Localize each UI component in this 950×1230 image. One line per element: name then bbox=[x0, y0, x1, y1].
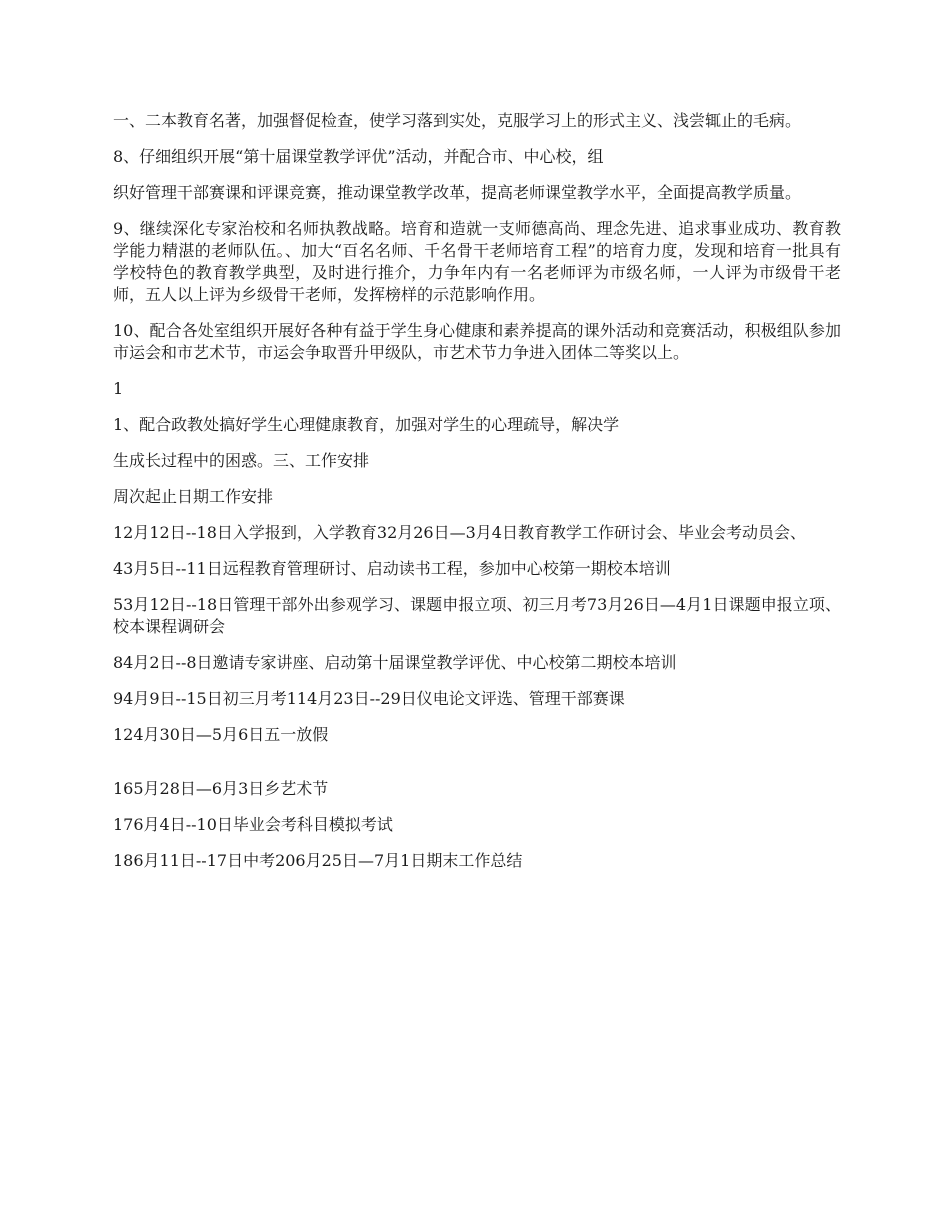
schedule-row: 124月30日—5月6日五一放假 bbox=[113, 725, 329, 744]
paragraph-reading: 一、二本教育名著，加强督促检查，使学习落到实处，克服学习上的形式主义、浅尝辄止的毛病。 bbox=[113, 111, 802, 130]
paragraph-item-8-continued: 织好管理干部赛课和评课竞赛，推动课堂教学改革，提高老师课堂教学水平，全面提高教学质量。 bbox=[113, 183, 802, 202]
schedule-row: 12月12日--18日入学报到，入学教育32月26日—3月4日教育教学工作研讨会、毕业会考动员会、 bbox=[113, 523, 806, 542]
schedule-row: 94月9日--15日初三月考114月23日--29日仪电论文评选、管理干部赛课 bbox=[113, 689, 625, 708]
schedule-row: 53月12日--18日管理干部外出参观学习、课题申报立项、初三月考73月26日—4月1日课题申报立项、校本课程调研会 bbox=[113, 595, 841, 636]
paragraph-item-1-continued: 生成长过程中的困惑。三、工作安排 bbox=[113, 451, 370, 470]
schedule-row: 186月11日--17日中考206月25日—7月1日期末工作总结 bbox=[113, 851, 523, 870]
schedule-row: 84月2日--8日邀请专家讲座、启动第十届课堂教学评优、中心校第二期校本培训 bbox=[113, 653, 677, 672]
schedule-row: 176月4日--10日毕业会考科目模拟考试 bbox=[113, 815, 393, 834]
document-body bbox=[113, 110, 841, 886]
schedule-header: 周次起止日期工作安排 bbox=[113, 487, 274, 506]
paragraph-item-9: 9、继续深化专家治校和名师执教战略。培育和造就一支师德高尚、理念先进、追求事业成功、教育教学能力精湛的老师队伍。、加大“百名名师、千名骨干老师培育工程”的培育力度，发现和培育一批具有学校特色的教育教学典型，及时进行推介，力争年内有一名老师评为市级名师，一人评为市级骨干老师，五人以上评为乡级骨干老师，发挥榜样的示范影响作用。 bbox=[113, 219, 841, 304]
paragraph-item-8: 8、仔细组织开展“第十届课堂教学评优”活动，并配合市、中心校，组 bbox=[113, 147, 604, 166]
paragraph-item-10: 10、配合各处室组织开展好各种有益于学生身心健康和素养提高的课外活动和竞赛活动，积极组队参加市运会和市艺术节，市运会争取晋升甲级队，市艺术节力争进入团体二等奖以上。 bbox=[113, 321, 841, 362]
schedule-row: 165月28日—6月3日乡艺术节 bbox=[113, 779, 329, 798]
page-number: 1 bbox=[113, 379, 124, 398]
schedule-row: 43月5日--11日远程教育管理研讨、启动读书工程，参加中心校第一期校本培训 bbox=[113, 559, 671, 578]
paragraph-item-1: 1、配合政教处搞好学生心理健康教育，加强对学生的心理疏导，解决学 bbox=[113, 415, 620, 434]
